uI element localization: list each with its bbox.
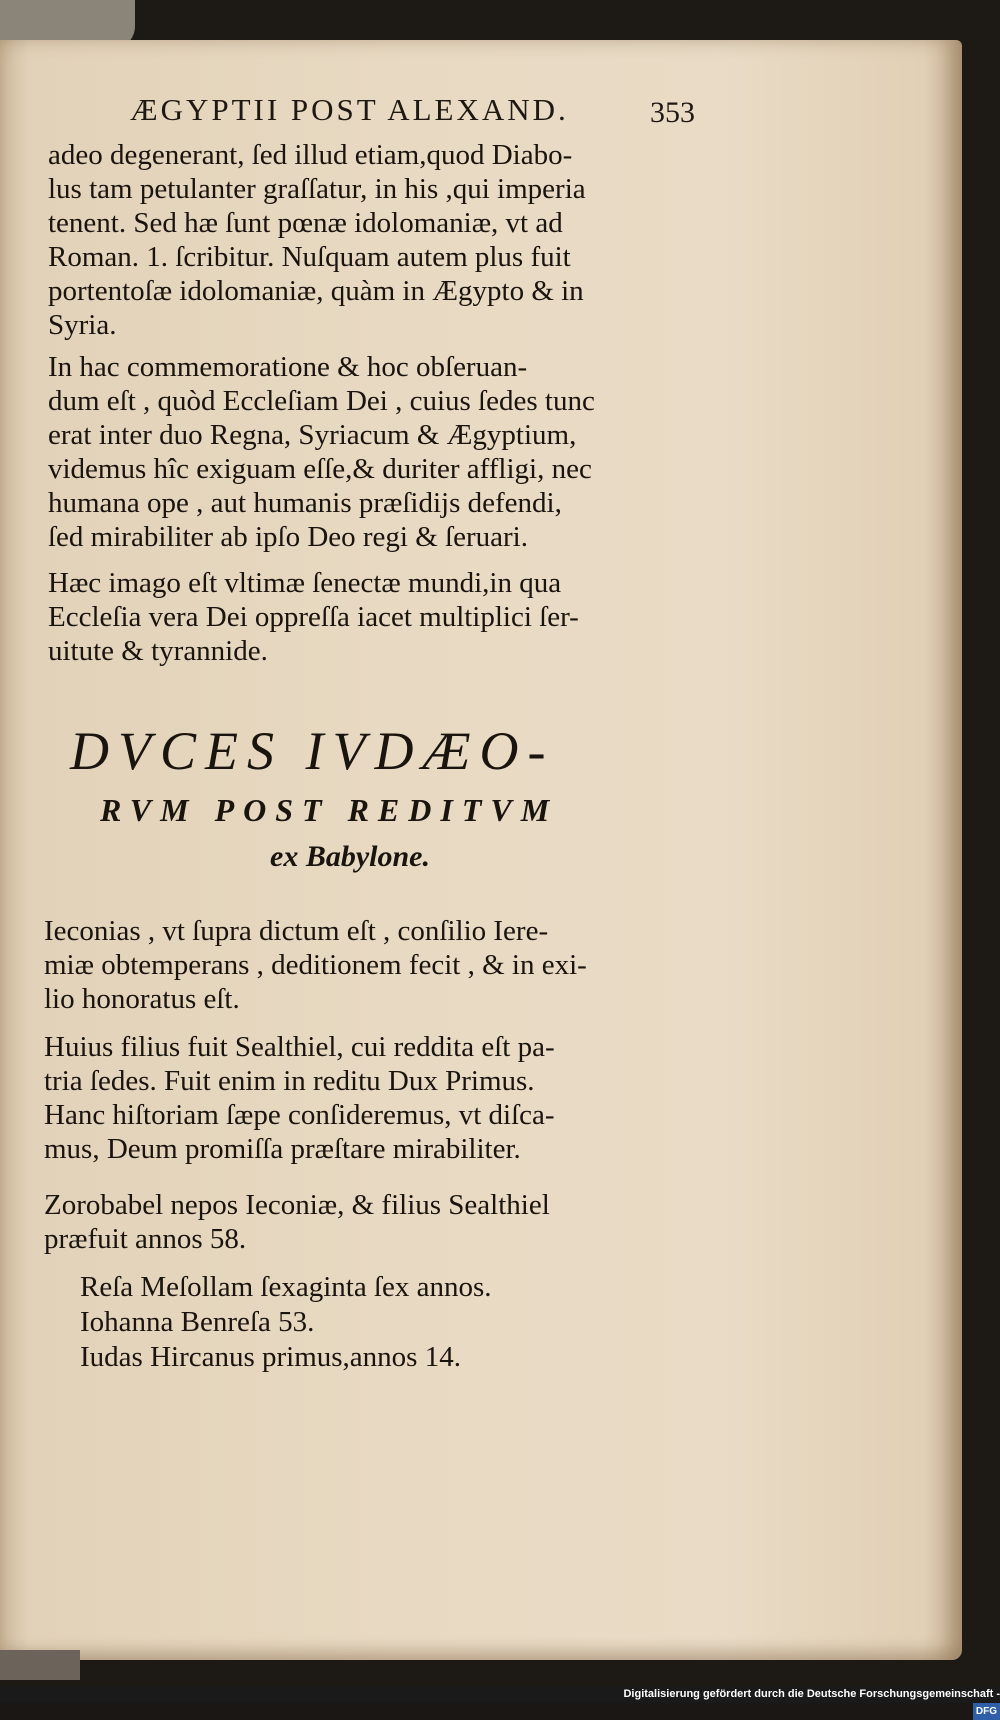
list-item: Iudas Hircanus primus,annos 14.	[80, 1341, 461, 1373]
credit-text: Digitalisierung gefördert durch die Deutsche Forschungsgemeinschaft -	[623, 1688, 1000, 1700]
section-title-line-3: ex Babylone.	[270, 840, 430, 873]
paragraph-1: adeo degenerant, ſed illud etiam,quod Diabo- lus tam petulanter graſſatur, in his ,qui imperia tenent. Sed hæ ſunt pœnæ idolomaniæ, vt ad Roman. 1. ſcribitur. Nuſquam autem plus fuit portentoſæ idolomaniæ, quàm in Ægypto & in Syria.	[48, 139, 586, 341]
paragraph-5: Huius filius fuit Sealthiel, cui reddita eſt pa- tria ſedes. Fuit enim in reditu Dux Primus. Hanc hiſtoriam ſæpe conſideremus, vt diſca- mus, Deum promiſſa præſtare mirabiliter.	[44, 1031, 555, 1165]
section-title-line-1: DVCES IVDÆO-	[70, 721, 555, 781]
section-title-line-2: RVM POST REDITVM	[100, 792, 559, 828]
paragraph-2: In hac commemoratione & hoc obſeruan- dum eſt , quòd Eccleſiam Dei , cuius ſedes tunc erat inter duo Regna, Syriacum & Ægyptium, videmus hîc exiguam eſſe,& duriter affligi, nec humana ope , aut humanis præſidijs defendi, ſed mirabiliter ab ipſo Deo regi & ſeruari.	[48, 351, 595, 553]
paragraph-6: Zorobabel nepos Ieconiæ, & filius Sealthiel præfuit annos 58.	[44, 1189, 550, 1255]
running-title: ÆGYPTII POST ALEXAND.	[130, 92, 569, 127]
list-item: Reſa Meſollam ſexaginta ſex annos.	[80, 1271, 492, 1303]
digitization-credit	[600, 1686, 1000, 1717]
paragraph-4: Ieconias , vt ſupra dictum eſt , conſilio Iere- miæ obtemperans , deditionem fecit , & in exi- lio honoratus eſt.	[44, 915, 587, 1015]
book-edge-bottom	[0, 1650, 80, 1680]
leaders-list	[80, 1270, 680, 1375]
dfg-logo: DFG	[973, 1703, 1000, 1720]
paragraph-3: Hæc imago eſt vltimæ ſenectæ mundi,in qua Eccleſia vera Dei oppreſſa iacet multiplici ſer- uitute & tyrannide.	[48, 567, 579, 667]
page-number: 353	[650, 96, 695, 129]
list-item: Iohanna Benreſa 53.	[80, 1306, 315, 1338]
